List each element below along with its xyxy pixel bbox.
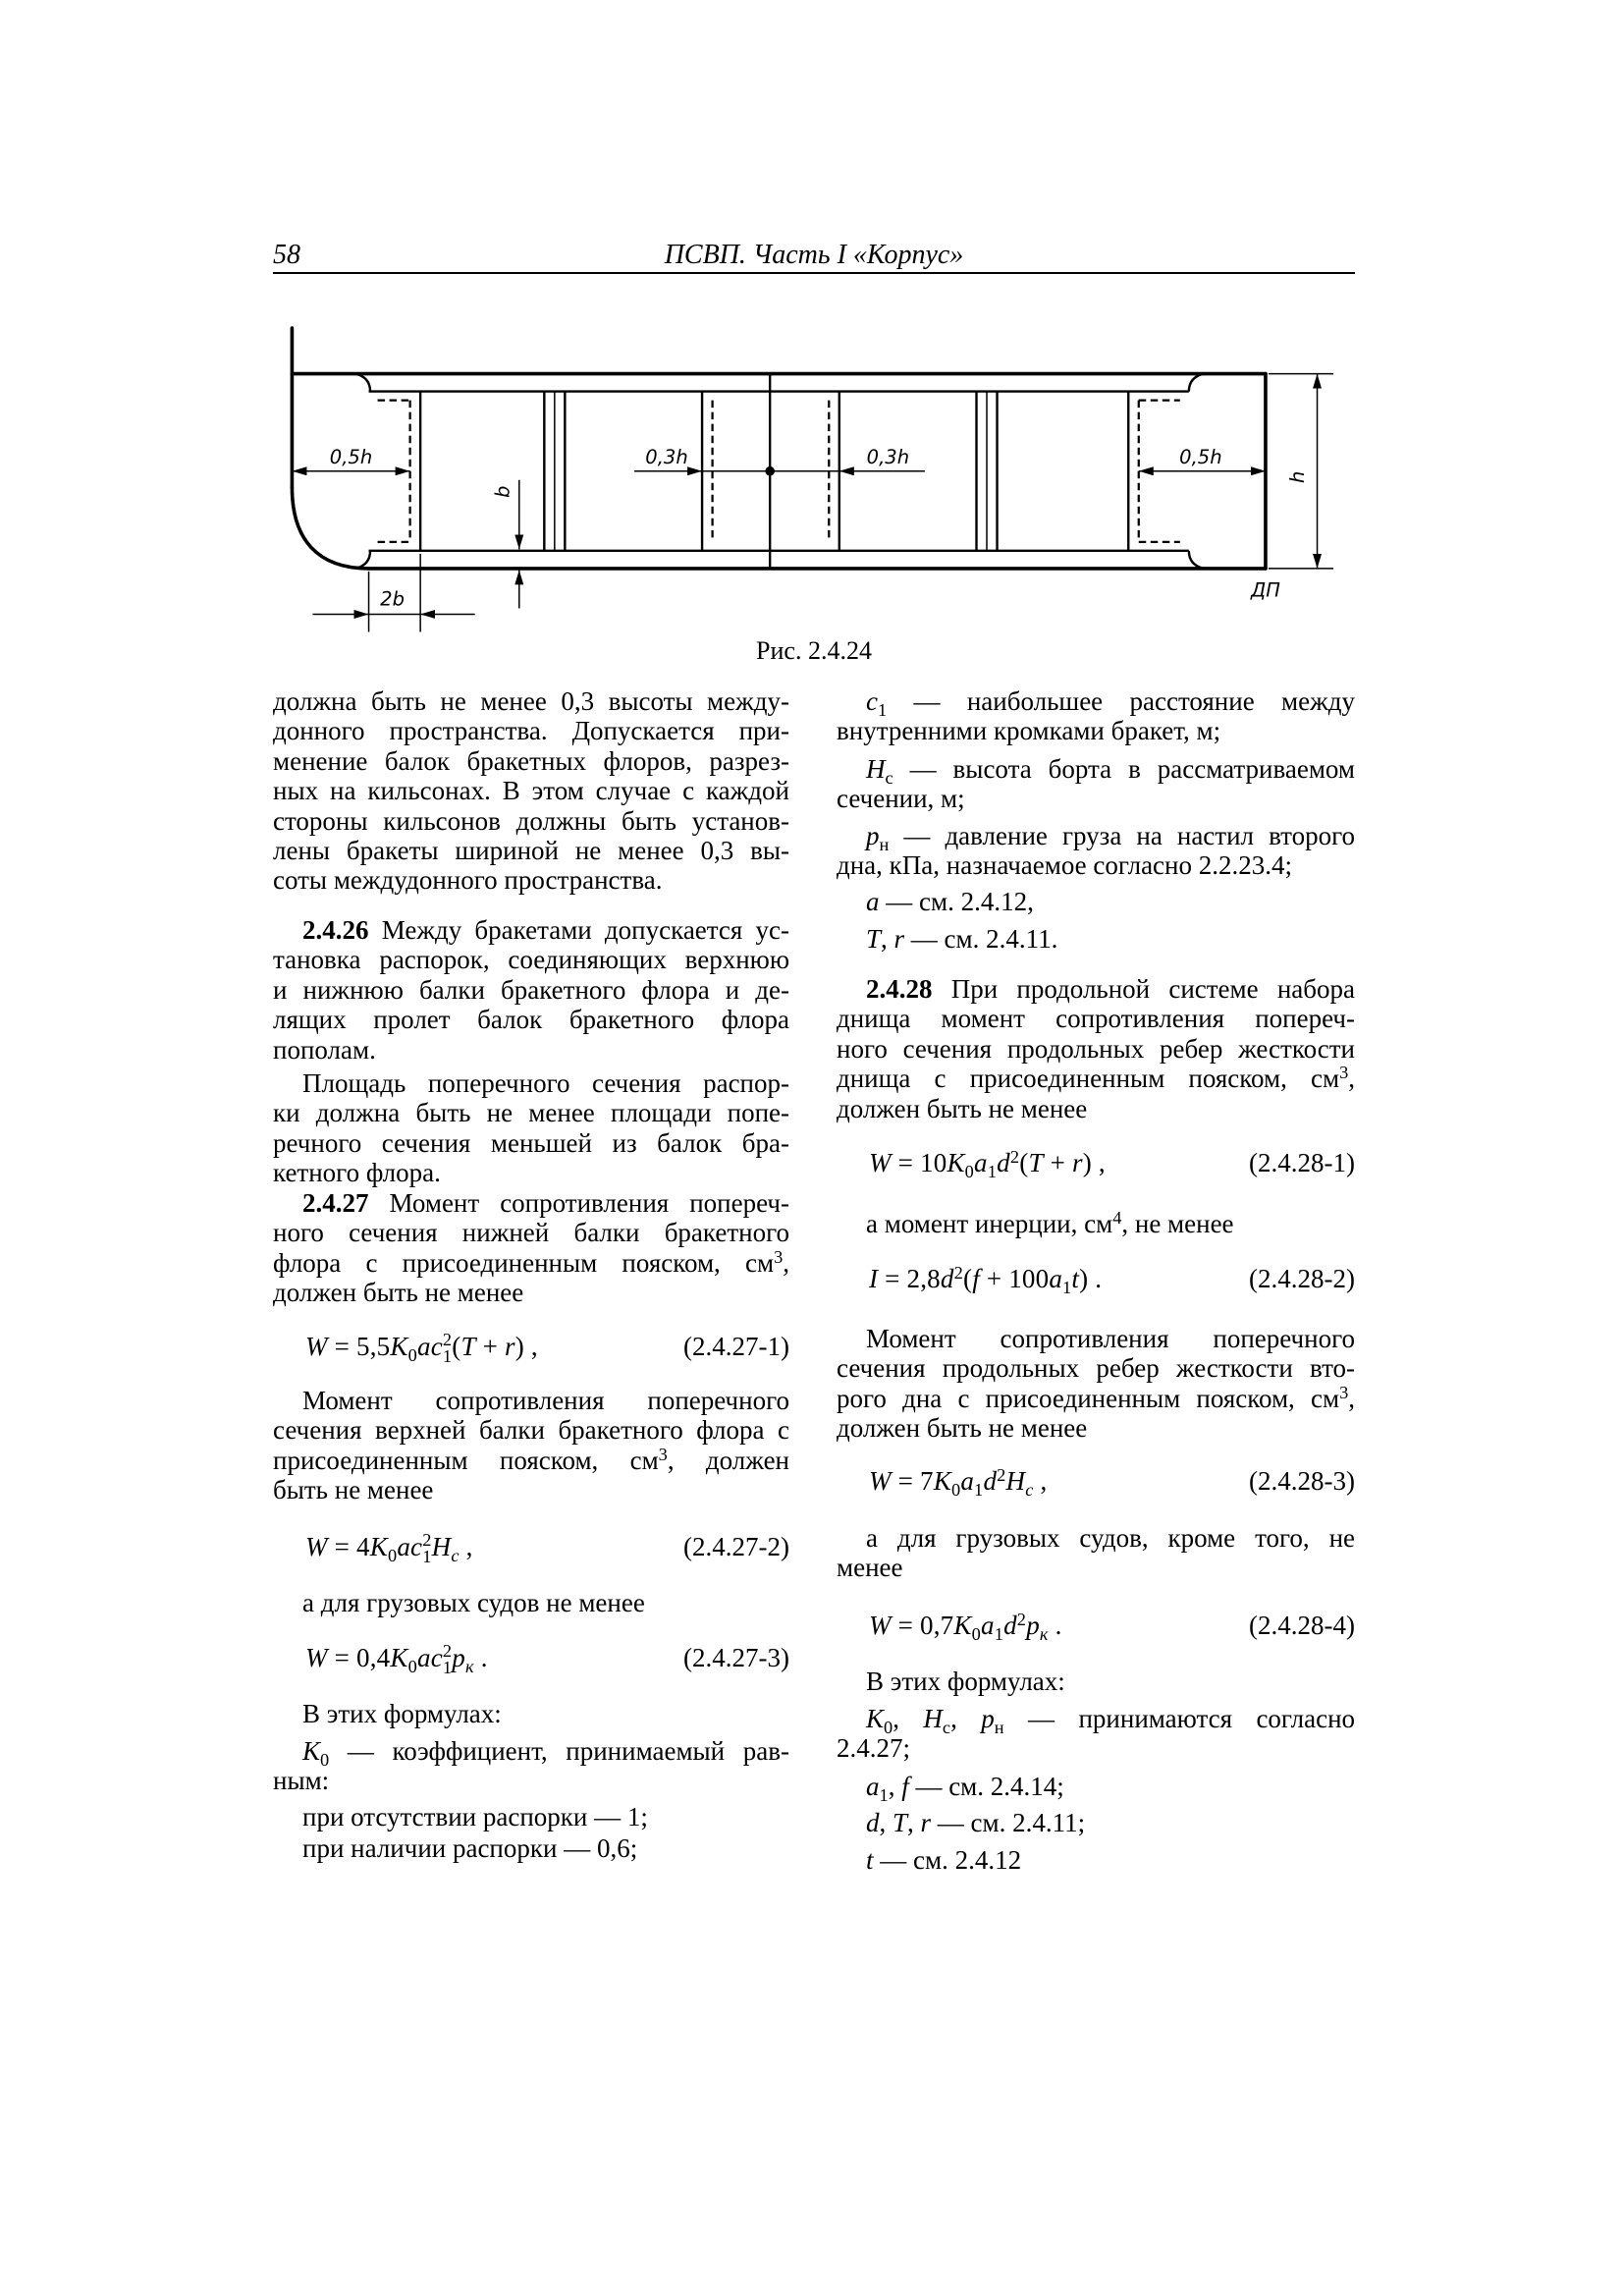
text-run: . [473, 1643, 488, 1672]
italic-run: p [452, 1643, 465, 1672]
text-run: . [1048, 1611, 1062, 1640]
italic-run: t [866, 1845, 874, 1875]
italic-run: d [940, 1264, 954, 1293]
text-run: и нижнюю балки бракетного флора и де- [273, 974, 789, 1005]
formula-number: (2.4.28-3) [1249, 1466, 1355, 1496]
text-run: , [907, 1808, 921, 1837]
paragraph-continuation [273, 686, 789, 896]
definition-with-strut [273, 1833, 789, 1863]
text-run: Момент сопротивления поперечного [302, 1386, 789, 1415]
text-line [837, 1353, 1355, 1383]
paragraph-2-4-28 [837, 974, 1355, 1123]
h-dimension-label: h [1286, 470, 1310, 483]
text-run: присоединенным пояском, см [273, 1445, 659, 1475]
text-line [273, 1833, 789, 1863]
italic-run: W [305, 1332, 328, 1361]
italic-run: T [866, 924, 882, 954]
subscript: к [464, 1656, 474, 1676]
paragraph-where [837, 1667, 1355, 1696]
b-dimension-label: b [491, 485, 514, 498]
formula-2-4-28-3 [837, 1461, 1355, 1501]
italic-run: a [960, 1466, 975, 1496]
text-run: , [879, 1808, 893, 1837]
italic-run: K [947, 1148, 965, 1177]
text-run: — см. 2.4.11. [904, 924, 1058, 954]
text-line [837, 1209, 1355, 1238]
text-run: флора с присоединенным пояском, см [273, 1247, 775, 1278]
bold-run: 2.4.27 [302, 1188, 369, 1218]
formula-expression [305, 1527, 473, 1566]
italic-run: T [893, 1808, 908, 1837]
italic-run: c [866, 686, 878, 716]
formula-number: (2.4.27-3) [683, 1643, 789, 1672]
text-run: — коэффициент, принимаемый рав- [329, 1736, 789, 1766]
text-line [273, 1218, 789, 1247]
italic-run: W [869, 1148, 892, 1177]
superscript: 2 [1009, 1147, 1020, 1168]
formula-2-4-27-3 [273, 1638, 789, 1677]
text-run: ным: [273, 1766, 330, 1796]
subscript: 1 [879, 1784, 889, 1802]
left-bottom-fillet [355, 551, 370, 569]
definition-k0-hc-pn [837, 1704, 1355, 1764]
italic-run: r [1071, 1148, 1083, 1177]
subscript: 0 [320, 1749, 330, 1767]
text-run: днища момент сопротивления попереч- [837, 1004, 1355, 1034]
superscript: 3 [1339, 1064, 1349, 1083]
italic-run: H [866, 754, 886, 784]
superscript: 2 [953, 1263, 963, 1284]
superscript: 4 [1112, 1209, 1122, 1229]
italic-run: W [305, 1532, 328, 1561]
subscript: н [994, 1717, 1004, 1734]
text-run: Между бракетами допускается ус- [368, 915, 789, 945]
superscript: 2 [442, 1640, 453, 1661]
text-line [273, 1278, 789, 1307]
text-line [837, 1064, 1355, 1093]
italic-run: K [933, 1466, 951, 1496]
paragraph-cargo-ships [273, 1588, 789, 1617]
text-line [837, 784, 1355, 813]
text-line [273, 1158, 789, 1187]
text-run: = 2,8 [878, 1264, 941, 1293]
centerline-label: ДП [1250, 578, 1280, 602]
text-run: при отсутствии распорки — 1; [302, 1802, 648, 1831]
paragraph-upper-beam [273, 1386, 789, 1505]
subscript: 0 [387, 1545, 398, 1565]
right-bottom-fillet [1189, 551, 1204, 569]
text-run: — см. 2.4.12 [873, 1845, 1022, 1875]
text-line [837, 924, 1355, 954]
text-run: Площадь поперечного сечения распор- [302, 1068, 789, 1098]
text-run: а момент инерции, см [866, 1209, 1113, 1238]
paragraph-2-4-26 [273, 915, 789, 1065]
text-run: ( [452, 1332, 461, 1361]
text-run: ) , [514, 1332, 538, 1361]
text-run: — наибольшее расстояние между [887, 686, 1355, 716]
text-run: пополам. [273, 1034, 376, 1065]
formula-2-4-28-4 [837, 1606, 1355, 1645]
subscript: 1 [422, 1547, 432, 1567]
italic-run: K [953, 1611, 972, 1640]
text-run: , [459, 1532, 473, 1561]
definition-c1 [837, 686, 1355, 746]
text-run: Момент сопротивления попереч- [368, 1188, 789, 1218]
subscript: с [885, 767, 893, 785]
text-line [273, 1475, 789, 1504]
italic-run: T [1028, 1148, 1044, 1177]
text-line [837, 754, 1355, 784]
text-line [273, 836, 789, 865]
text-line [273, 1098, 789, 1127]
text-run: + 100 [979, 1264, 1050, 1293]
italic-run: W [869, 1466, 892, 1496]
text-line [273, 806, 789, 836]
italic-run: K [390, 1643, 408, 1672]
text-run: соты междудонного пространства. [273, 865, 663, 896]
left-top-fillet [355, 374, 370, 392]
text-line [273, 1802, 789, 1831]
superscript: 2 [997, 1465, 1006, 1486]
bilge-curve [292, 487, 368, 569]
superscript: 2 [422, 1529, 432, 1550]
italic-run: ac [417, 1643, 443, 1672]
sub-sup-index [422, 1529, 432, 1567]
subscript: 1 [994, 1623, 1004, 1644]
text-line [273, 1005, 789, 1034]
definition-hc [837, 754, 1355, 814]
superscript: 3 [1339, 1383, 1349, 1402]
italic-run: a [866, 1772, 880, 1801]
subscript: 1 [987, 1161, 998, 1181]
text-line [273, 975, 789, 1005]
text-run: + [1043, 1148, 1072, 1177]
definition-a [837, 887, 1355, 916]
text-line [837, 1667, 1355, 1696]
text-line [837, 850, 1355, 880]
text-line [837, 1523, 1355, 1553]
text-run: — см. 2.4.12, [879, 887, 1034, 916]
formula-2-4-27-1 [273, 1327, 789, 1366]
text-run: , [1033, 1466, 1048, 1496]
text-run: = 4 [327, 1532, 370, 1561]
formula-number: (2.4.27-1) [683, 1332, 789, 1361]
text-run: менение балок бракетных флоров, разрез- [273, 745, 789, 776]
formula-expression [305, 1638, 488, 1677]
text-line [273, 1248, 789, 1278]
text-run: рого дна с присоединенным пояском, см [837, 1383, 1340, 1413]
italic-run: a [866, 887, 880, 916]
text-line [837, 974, 1355, 1004]
text-run: — см. 2.4.14; [908, 1772, 1064, 1801]
text-run: должна быть не менее 0,3 высоты между- [273, 686, 789, 716]
text-run: сечении, м; [837, 784, 965, 814]
text-run: — давление груза на настил второго [889, 821, 1355, 850]
definition-d-t-r [837, 1808, 1355, 1837]
formula-number: (2.4.28-4) [1249, 1611, 1355, 1640]
italic-run: d [1003, 1611, 1017, 1640]
paragraph-where [273, 1699, 789, 1728]
left-keelson-bracket-width-label: 0,3h [645, 446, 688, 469]
italic-run: H [431, 1532, 452, 1561]
text-line [837, 716, 1355, 745]
header-rule [273, 272, 1355, 274]
italic-run: T [460, 1332, 476, 1361]
formula-expression [869, 1461, 1048, 1501]
text-run: — принимаются согласно [1003, 1704, 1355, 1733]
definition-pn [837, 821, 1355, 881]
text-line [837, 1413, 1355, 1443]
superscript: 3 [658, 1445, 668, 1464]
bracket-floor-drawing [265, 322, 1365, 639]
paragraph-moment-of-inertia [837, 1209, 1355, 1238]
formula-expression [305, 1327, 538, 1366]
paragraph-strut-area [273, 1068, 789, 1188]
text-line [273, 1128, 789, 1158]
right-bracket-width-label: 0,5h [1179, 446, 1222, 469]
italic-run: p [1026, 1611, 1040, 1640]
italic-run: d [983, 1466, 998, 1496]
italic-run: W [869, 1611, 892, 1640]
text-run: ного сечения нижней балки бракетного [273, 1218, 789, 1248]
text-line [837, 1094, 1355, 1123]
formula-2-4-28-1 [837, 1143, 1355, 1182]
paragraph-cargo-ships-additional [837, 1523, 1355, 1583]
text-line [273, 945, 789, 974]
text-run: + [475, 1332, 506, 1361]
text-run: при наличии распорки — 0,6; [302, 1833, 638, 1863]
text-run: , [1348, 1064, 1355, 1094]
text-run: днища с присоединенным пояском, см [837, 1064, 1340, 1094]
text-run: а для грузовых судов не менее [302, 1588, 645, 1617]
italic-run: a [981, 1611, 995, 1640]
text-run: кетного флора. [273, 1158, 441, 1188]
text-run: , должен [667, 1445, 789, 1475]
text-line [273, 1415, 789, 1445]
italic-run: d [997, 1148, 1010, 1177]
definition-t-r [837, 924, 1355, 954]
text-run: , [1348, 1383, 1355, 1413]
text-line [837, 1808, 1355, 1837]
formula-expression [869, 1606, 1062, 1645]
text-run: , [950, 1704, 982, 1733]
running-title: ПСВП. Часть I «Корпус» [664, 240, 964, 270]
text-line [837, 1733, 1355, 1763]
sub-sup-index [442, 1640, 453, 1678]
text-line [837, 686, 1355, 716]
text-line [837, 887, 1355, 916]
text-run: менее [837, 1553, 903, 1583]
left-bracket-width-label: 0,5h [329, 446, 373, 469]
text-run: внутренними кромками бракет, м; [837, 716, 1221, 746]
text-run: = 5,5 [327, 1332, 391, 1361]
text-run: сечения продольных ребер жесткости вто- [837, 1353, 1355, 1384]
subscript: н [879, 834, 890, 851]
page-number: 58 [273, 240, 300, 270]
subscript: 0 [407, 1344, 417, 1365]
right-top-fillet [1189, 374, 1204, 392]
italic-run: ac [417, 1332, 443, 1361]
formula-number: (2.4.28-1) [1249, 1148, 1355, 1177]
italic-run: ac [397, 1532, 423, 1561]
text-run: лены бракеты шириной не менее 0,3 вы- [273, 835, 789, 865]
bold-run: 2.4.26 [302, 915, 369, 945]
formula-number: (2.4.28-2) [1249, 1264, 1355, 1293]
italic-run: H [1005, 1466, 1026, 1496]
italic-run: d [866, 1808, 880, 1837]
italic-run: r [893, 924, 905, 954]
text-run: Момент сопротивления поперечного [866, 1324, 1355, 1353]
italic-run: H [923, 1704, 943, 1733]
text-line [273, 1588, 789, 1617]
text-run: а для грузовых судов, кроме того, не [866, 1523, 1355, 1553]
text-run: должен быть не менее [837, 1093, 1088, 1123]
text-run: стороны кильсонов должны быть установ- [273, 805, 789, 836]
subscript: 1 [1062, 1277, 1072, 1297]
text-run: , [783, 1247, 789, 1278]
text-run: дна, кПа, назначаемое согласно 2.2.23.4; [837, 850, 1292, 881]
bold-run: 2.4.28 [866, 974, 933, 1004]
text-run: ) , [1082, 1148, 1106, 1177]
text-run: — высота борта в рассматриваемом [893, 754, 1355, 784]
italic-run: K [390, 1332, 408, 1361]
italic-run: K [866, 1704, 885, 1733]
formula-2-4-27-2 [273, 1527, 789, 1566]
text-line [837, 1704, 1355, 1733]
text-line [273, 1736, 789, 1766]
italic-run: r [920, 1808, 932, 1837]
right-keelson-bracket-width-label: 0,3h [866, 446, 910, 469]
italic-run: p [866, 821, 880, 850]
paragraph-2-4-27 [273, 1188, 789, 1308]
italic-run: W [305, 1643, 328, 1672]
text-line [837, 1034, 1355, 1064]
subscript: 0 [964, 1161, 975, 1181]
text-run: = 0,7 [891, 1611, 954, 1640]
formula-expression [869, 1143, 1106, 1182]
text-line [273, 686, 789, 716]
text-line [273, 865, 789, 895]
text-line [837, 1845, 1355, 1875]
italic-run: t [1071, 1264, 1080, 1293]
formula-number: (2.4.27-2) [683, 1532, 789, 1561]
definition-no-strut [273, 1802, 789, 1831]
italic-run: K [369, 1532, 388, 1561]
text-line [273, 1699, 789, 1728]
text-line [837, 821, 1355, 850]
text-line [837, 1004, 1355, 1033]
subscript: 1 [974, 1479, 984, 1500]
text-run: , [888, 1772, 902, 1801]
subscript: c [1025, 1479, 1034, 1500]
2b-dimension-label: 2b [380, 587, 405, 611]
text-run: тановка распорок, соединяющих верхнюю [273, 945, 789, 975]
definition-a1-f [837, 1772, 1355, 1801]
text-run: ных на кильсонах. В этом случае с каждой [273, 776, 789, 806]
italic-run: r [505, 1332, 515, 1361]
subscript: 0 [950, 1479, 961, 1500]
text-line [273, 746, 789, 776]
text-run: = 0,4 [327, 1643, 391, 1672]
subscript: 0 [407, 1656, 417, 1676]
subscript: c [451, 1545, 460, 1565]
text-line [837, 1324, 1355, 1353]
text-run: донного пространства. Допускается при- [273, 716, 789, 746]
text-line [837, 1384, 1355, 1413]
sub-sup-index [442, 1329, 453, 1367]
text-run: ного сечения продольных ребер жесткости [837, 1033, 1355, 1064]
text-run: 2.4.27; [837, 1733, 911, 1764]
text-run: , [881, 924, 894, 954]
text-run: = 10 [891, 1148, 947, 1177]
text-run: речного сечения меньшей из балок бра- [273, 1127, 789, 1158]
italic-run: f [901, 1772, 909, 1801]
text-line [273, 915, 789, 945]
text-run: быть не менее [273, 1475, 434, 1505]
text-line [273, 716, 789, 745]
paragraph-second-bottom [837, 1324, 1355, 1444]
subscript: 1 [442, 1346, 453, 1367]
superscript: 2 [1016, 1610, 1027, 1630]
text-line [837, 1553, 1355, 1582]
text-run: ( [1019, 1148, 1029, 1177]
italic-run: f [972, 1264, 980, 1293]
text-line [273, 1766, 789, 1795]
text-run: ( [962, 1264, 973, 1293]
text-run: — см. 2.4.11; [931, 1808, 1086, 1837]
text-run: должен быть не менее [273, 1278, 524, 1308]
definition-k0 [273, 1736, 789, 1796]
superscript: 3 [774, 1247, 784, 1267]
italic-run: p [981, 1704, 995, 1733]
definition-t [837, 1845, 1355, 1875]
figure-caption: Рис. 2.4.24 [756, 636, 872, 665]
italic-run: K [302, 1736, 321, 1766]
text-line [273, 1386, 789, 1415]
text-run: сечения верхней балки бракетного флора с [273, 1415, 789, 1446]
superscript: 2 [442, 1329, 453, 1349]
italic-run: a [974, 1148, 988, 1177]
text-line [273, 1068, 789, 1098]
text-run: = 7 [891, 1466, 934, 1496]
text-run: ) . [1079, 1264, 1103, 1293]
formula-expression [869, 1259, 1102, 1298]
formula-2-4-28-2 [837, 1259, 1355, 1298]
subscript: 0 [971, 1623, 981, 1644]
text-run: В этих формулах: [866, 1667, 1065, 1696]
subscript: 1 [877, 699, 888, 717]
italic-run: a [1049, 1264, 1063, 1293]
text-line [837, 1772, 1355, 1801]
subscript: 1 [442, 1658, 453, 1678]
text-run: , [893, 1704, 924, 1733]
text-line [273, 1035, 789, 1065]
text-run: должен быть не менее [837, 1413, 1088, 1444]
subscript: к [1039, 1623, 1049, 1644]
text-run: ки должна быть не менее площади попе- [273, 1098, 789, 1128]
text-run: В этих формулах: [302, 1699, 502, 1728]
italic-run: I [869, 1264, 879, 1293]
text-line [273, 1188, 789, 1218]
text-run: лящих пролет балок бракетного флора [273, 1005, 789, 1035]
text-line [273, 1446, 789, 1475]
subscript: 0 [884, 1717, 893, 1734]
text-line [273, 776, 789, 805]
subscript: с [942, 1717, 951, 1734]
text-run: При продольной системе набора [932, 974, 1355, 1004]
text-run: , не менее [1121, 1209, 1234, 1238]
